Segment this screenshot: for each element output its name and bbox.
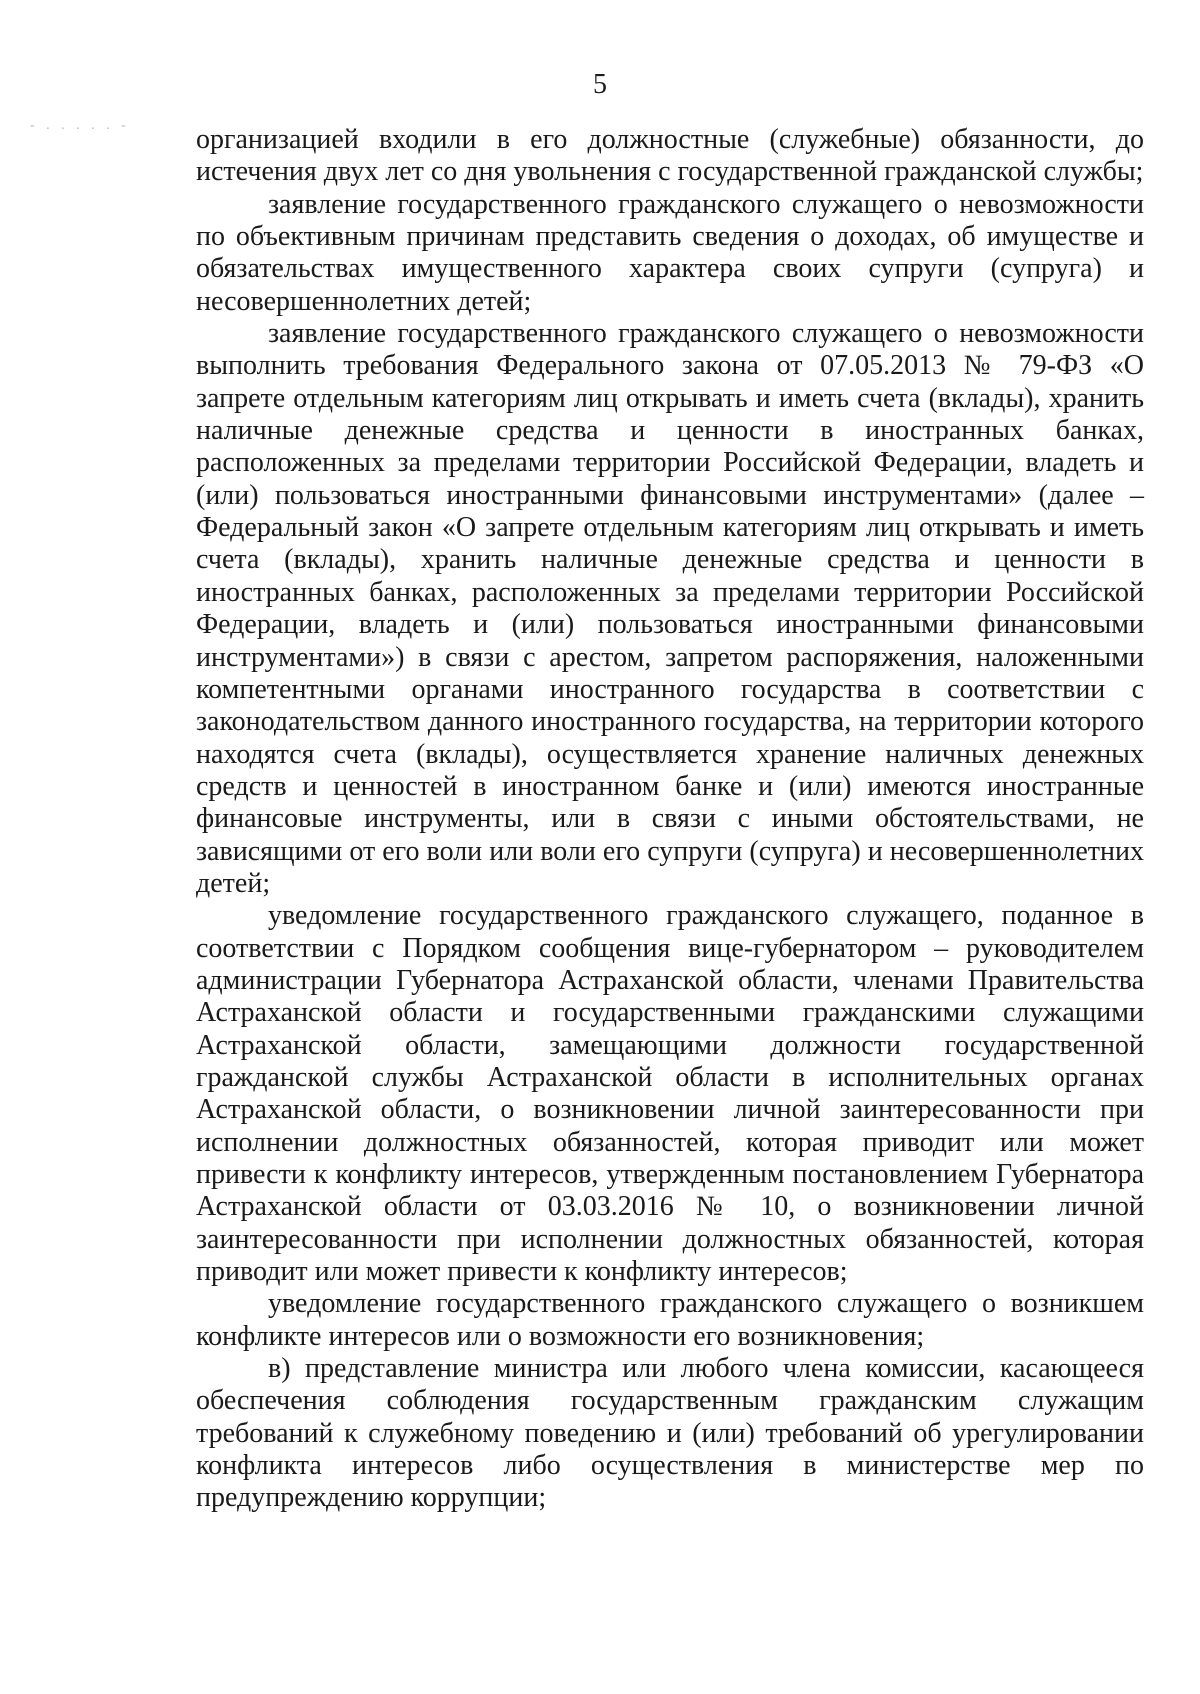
paragraph-statement-federal-law: заявление государственного гражданского служащего о невозможности выполнить требования Федерального закона от 07.05.2013 № 79-ФЗ «О запрете отдельным категориям лиц открывать и иметь счета (вклады), хранить наличные денежные средства и ценности в иностранных банках, расположенных за пределами территории Российской Федерации, владеть и (или) пользоваться иностранными финансовыми инструментами» (далее – Федеральный закон «О запрете отдельным категориям лиц открывать и иметь счета (вклады), хранить наличные денежные средства и ценности в иностранных банках, расположенных за пределами территории Российской Федерации, владеть и (или) пользоваться иностранными финансовыми инструментами») в связи с арестом, запретом распоряжения, наложенными компетентными органами иностранного государства в соответствии с законодательством данного иностранного государства, на территории которого находятся счета (вклады), осуществляется хранение наличных денежных средств и ценностей в иностранном банке и (или) имеются иностранные финансовые инструменты, или в связи с иными обстоятельствами, не зависящими от его воли или воли его супруги (супруга) и несовершеннолетних детей; — [196, 318, 1144, 899]
page-number: 5 — [593, 69, 607, 100]
document-body — [196, 124, 1144, 1515]
paragraph-notice-conflict: уведомление государственного гражданского служащего о возникшем конфликте интересов или о возможности его возникновения; — [196, 1288, 1144, 1352]
paragraph-notice-personal-interest: уведомление государственного гражданского служащего, поданное в соответствии с Порядком сообщения вице-губернатором – руководителем администрации Губернатора Астраханской области, членами Правительства Астраханской области и государственными гражданскими служащими Астраханской области, замещающими должности государственной гражданской службы Астраханской области в исполнительных органах Астраханской области, о возникновении личной заинтересованности при исполнении должностных обязанностей, которая приводит или может привести к конфликту интересов, утвержденным постановлением Губернатора Астраханской области от 03.03.2016 № 10, о возникновении личной заинтересованности при исполнении должностных обязанностей, которая приводит или может привести к конфликту интересов; — [196, 900, 1144, 1288]
margin-mark: - . . . . . - — [30, 118, 130, 133]
paragraph-item-v: в) представление министра или любого члена комиссии, касающееся обеспечения соблюдения государственным гражданским служащим требований к служебному поведению и (или) требований об урегулировании конфликта интересов либо осуществления в министерстве мер по предупреждению коррупции; — [196, 1353, 1144, 1514]
paragraph-statement-income-info: заявление государственного гражданского служащего о невозможности по объективным причинам представить сведения о доходах, об имуществе и обязательствах имущественного характера своих супруги (супруга) и несовершеннолетних детей; — [196, 188, 1144, 317]
paragraph-continuation: организацией входили в его должностные (служебные) обязанности, до истечения двух лет со дня увольнения с государственной гражданской службы; — [196, 124, 1144, 188]
